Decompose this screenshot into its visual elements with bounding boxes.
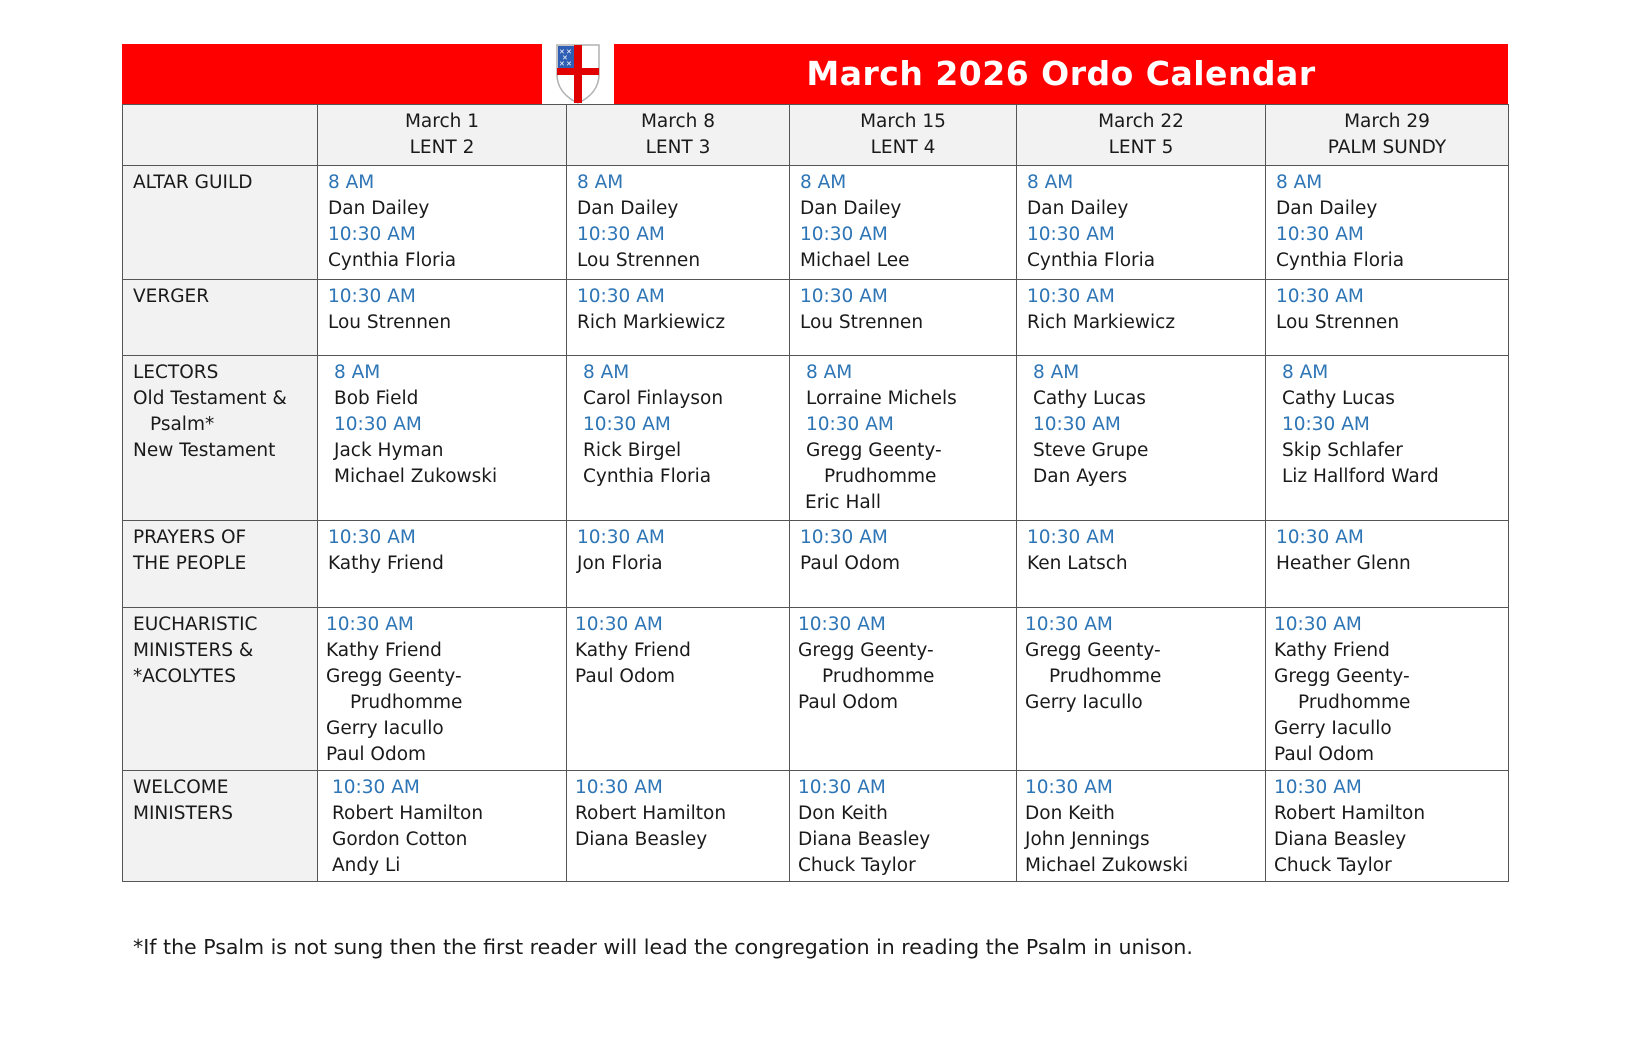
schedule-cell: 10:30 AM Ken Latsch — [1017, 521, 1266, 608]
schedule-cell: 8 AM Dan Dailey 10:30 AM Cynthia Floria — [1266, 166, 1509, 280]
title-bar — [122, 44, 1508, 104]
schedule-cell: 8 AM Dan Dailey 10:30 AM Michael Lee — [790, 166, 1017, 280]
svg-text:✕: ✕ — [562, 54, 568, 62]
schedule-cell: 10:30 AM Rich Markiewicz — [1017, 280, 1266, 356]
schedule-cell: 10:30 AM Kathy Friend Gregg Geenty- Prudhomme Gerry Iacullo Paul Odom — [1266, 608, 1509, 771]
schedule-cell: 8 AM Cathy Lucas 10:30 AM Skip Schlafer Liz Hallford Ward — [1266, 356, 1509, 521]
schedule-cell: 8 AM Bob Field 10:30 AM Jack Hyman Michael Zukowski — [318, 356, 567, 521]
schedule-cell: 10:30 AM Robert Hamilton Diana Beasley Chuck Taylor — [1266, 771, 1509, 882]
schedule-cell: 8 AM Dan Dailey 10:30 AM Cynthia Floria — [1017, 166, 1266, 280]
row-label: EUCHARISTIC MINISTERS & *ACOLYTES — [123, 608, 318, 771]
column-header: March 22 LENT 5 — [1017, 105, 1266, 166]
row-label: WELCOME MINISTERS — [123, 771, 318, 882]
row-prayers-of-the-people — [123, 521, 1509, 608]
schedule-cell: 8 AM Carol Finlayson 10:30 AM Rick Birgel Cynthia Floria — [567, 356, 790, 521]
schedule-cell: 10:30 AM Gregg Geenty- Prudhomme Gerry Iacullo — [1017, 608, 1266, 771]
header-row — [123, 105, 1509, 166]
row-lectors — [123, 356, 1509, 521]
row-altar-guild — [123, 166, 1509, 280]
schedule-cell: 8 AM Cathy Lucas 10:30 AM Steve Grupe Dan Ayers — [1017, 356, 1266, 521]
footnote: *If the Psalm is not sung then the first reader will lead the congregation in reading the Psalm in unison. — [133, 935, 1193, 959]
row-verger — [123, 280, 1509, 356]
svg-text:✕: ✕ — [559, 48, 565, 56]
row-label: PRAYERS OF THE PEOPLE — [123, 521, 318, 608]
row-label: VERGER — [123, 280, 318, 356]
svg-text:✕: ✕ — [566, 48, 572, 56]
corner-cell — [123, 105, 318, 166]
row-eucharistic-ministers — [123, 608, 1509, 771]
schedule-cell: 10:30 AM Gregg Geenty- Prudhomme Paul Odom — [790, 608, 1017, 771]
schedule-cell: 10:30 AM Lou Strennen — [318, 280, 567, 356]
schedule-cell: 10:30 AM Kathy Friend — [318, 521, 567, 608]
schedule-cell: 10:30 AM Rich Markiewicz — [567, 280, 790, 356]
schedule-cell: 10:30 AM Kathy Friend Paul Odom — [567, 608, 790, 771]
schedule-cell: 10:30 AM Don Keith Diana Beasley Chuck Taylor — [790, 771, 1017, 882]
schedule-cell: 8 AM Dan Dailey 10:30 AM Lou Strennen — [567, 166, 790, 280]
schedule-cell: 10:30 AM Kathy Friend Gregg Geenty- Prudhomme Gerry Iacullo Paul Odom — [318, 608, 567, 771]
schedule-cell: 8 AM Lorraine Michels 10:30 AM Gregg Geenty- Prudhomme Eric Hall — [790, 356, 1017, 521]
schedule-cell: 10:30 AM Robert Hamilton Gordon Cotton Andy Li — [318, 771, 567, 882]
row-label: LECTORS Old Testament & Psalm* New Testament — [123, 356, 318, 521]
schedule-cell: 10:30 AM Lou Strennen — [790, 280, 1017, 356]
column-header: March 1 LENT 2 — [318, 105, 567, 166]
schedule-cell: 10:30 AM Robert Hamilton Diana Beasley — [567, 771, 790, 882]
svg-text:✕: ✕ — [566, 60, 572, 68]
schedule-cell: 10:30 AM Paul Odom — [790, 521, 1017, 608]
page-title: March 2026 Ordo Calendar — [806, 54, 1316, 93]
logo-box — [542, 44, 614, 104]
column-header: March 8 LENT 3 — [567, 105, 790, 166]
ordo-table — [122, 104, 1509, 882]
schedule-cell: 10:30 AM Jon Floria — [567, 521, 790, 608]
column-header: March 15 LENT 4 — [790, 105, 1017, 166]
schedule-cell: 10:30 AM Don Keith John Jennings Michael Zukowski — [1017, 771, 1266, 882]
row-label: ALTAR GUILD — [123, 166, 318, 280]
schedule-cell: 10:30 AM Lou Strennen — [1266, 280, 1509, 356]
schedule-cell: 8 AM Dan Dailey 10:30 AM Cynthia Floria — [318, 166, 567, 280]
episcopal-shield-icon — [555, 44, 601, 104]
svg-text:✕: ✕ — [559, 60, 565, 68]
column-header: March 29 PALM SUNDY — [1266, 105, 1509, 166]
row-welcome-ministers — [123, 771, 1509, 882]
schedule-cell: 10:30 AM Heather Glenn — [1266, 521, 1509, 608]
